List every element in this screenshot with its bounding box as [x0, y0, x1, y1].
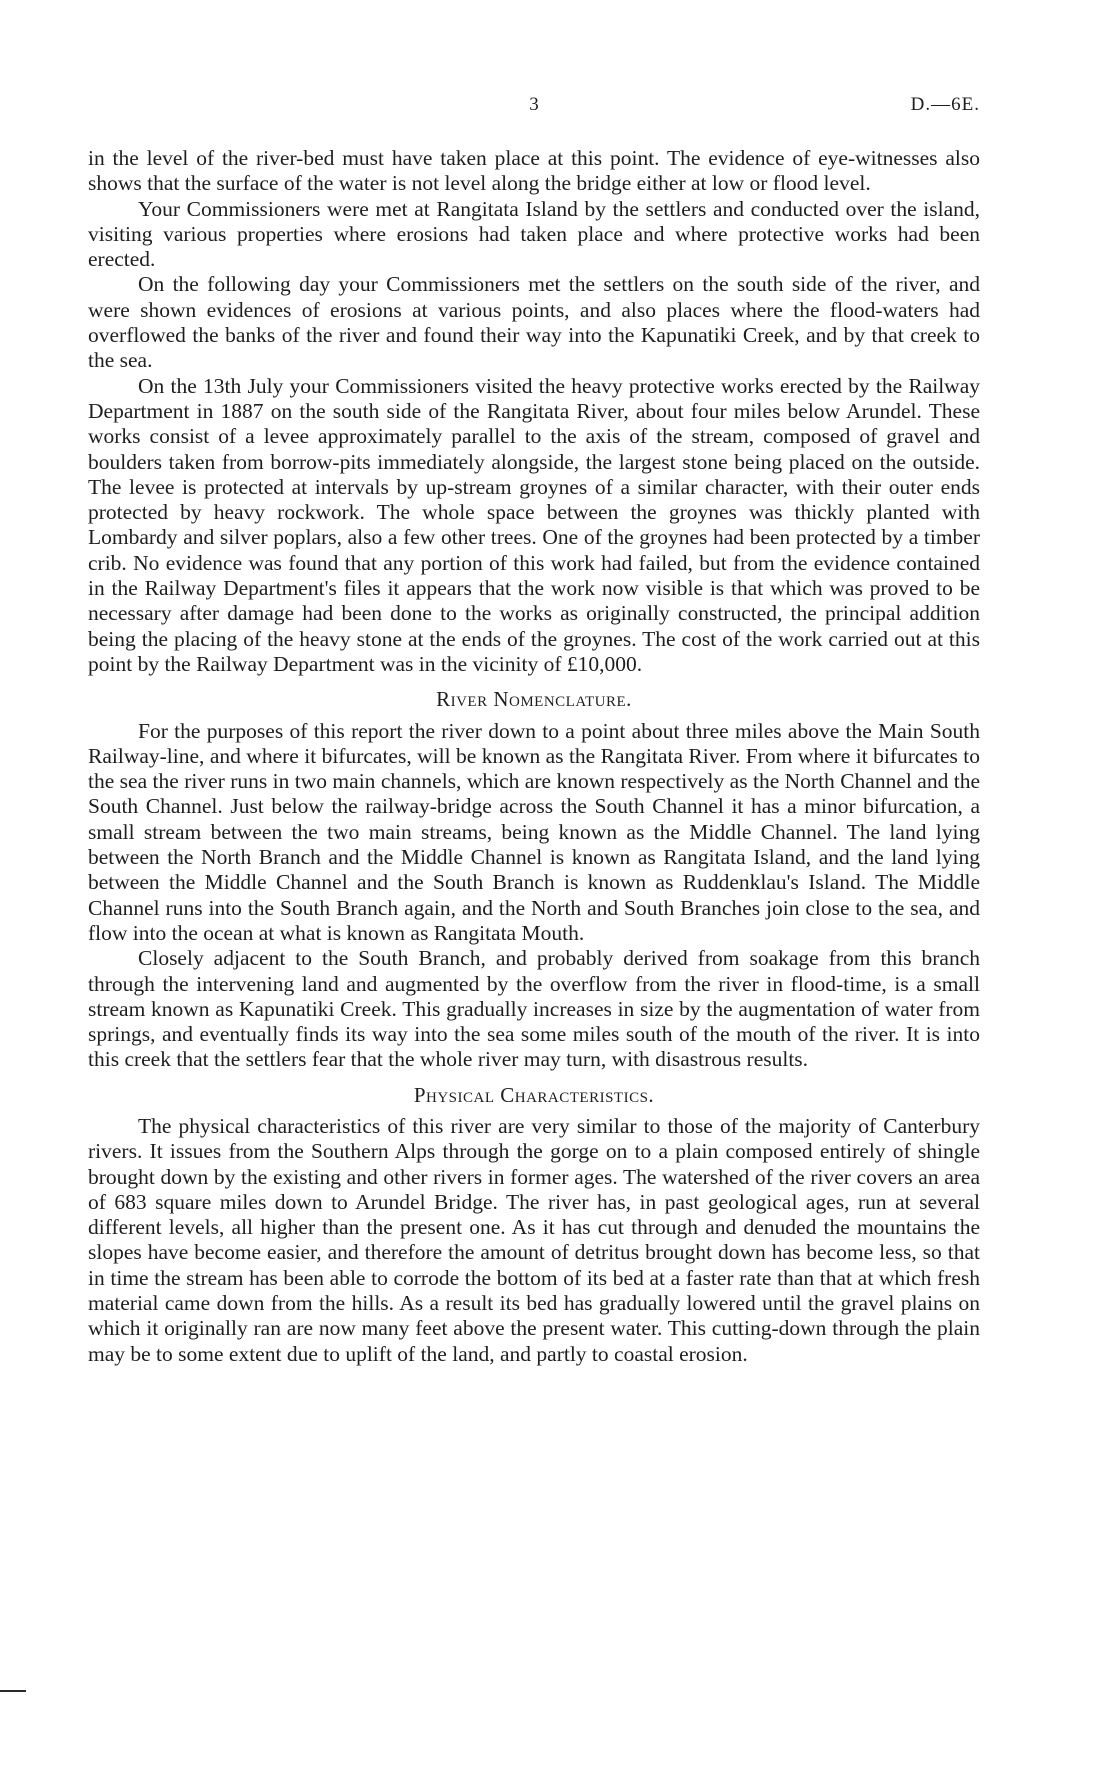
document-reference: D.—6E. — [910, 94, 980, 115]
section-heading-river-nomenclature: River Nomenclature. — [436, 687, 632, 712]
paragraph: On the 13th July your Commissioners visited the heavy protective works erected by the Railway Department in 1887 on the south side of the Rangitata River, about four miles below Arundel. These works consist of a levee approximately parallel to the axis of the stream, composed of gravel and boulders taken from borrow-pits immediately alongside, the largest stone being placed on the outside. The levee is protected at intervals by up-stream groynes of a similar character, with their outer ends protected by heavy rockwork. The whole space between the groynes was thickly planted with Lombardy and silver poplars, also a few other trees. One of the groynes had been protected by a timber crib. No evidence was found that any portion of this work had failed, but from the evidence contained in the Railway Department's files it appears that the work now visible is that which was proved to be necessary after damage had been done to the works as originally constructed, the principal addition being the placing of the heavy stone at the ends of the groynes. The cost of the work carried out at this point by the Railway Department was in the vicinity of £10,000. — [88, 373, 980, 676]
paragraph: The physical characteristics of this river are very similar to those of the majority of Canterbury rivers. It issues from the Southern Alps through the gorge on to a plain composed entirely of shingle brought down by the existing and other rivers in former ages. The watershed of the river covers an area of 683 square miles down to Arundel Bridge. The river has, in past geological ages, run at several different levels, all higher than the present one. As it has cut through and denuded the mountains the slopes have become easier, and therefore the amount of detritus brought down has become less, so that in time the stream has been able to corrode the bottom of its bed at a faster rate than that at which fresh material came down from the hills. As a result its bed has gradually lowered until the gravel plains on which it originally ran are now many feet above the present water. This cutting-down through the plain may be to some extent due to uplift of the land, and partly to coastal erosion. — [88, 1113, 980, 1366]
paragraph: in the level of the river-bed must have taken place at this point. The evidence of eye-witnesses also shows that the surface of the water is not level along the bridge either at low or flood level. — [88, 146, 980, 196]
paragraph: Closely adjacent to the South Branch, and probably derived from soakage from this branch through the intervening land and augmented by the overflow from the river in flood-time, is a small stream known as Kapunatiki Creek. This gradually increases in size by the augmentation of water from springs, and eventually finds its way into the sea some miles south of the mouth of the river. It is into this creek that the settlers fear that the whole river may turn, with disastrous results. — [88, 946, 980, 1072]
section-heading-physical-characteristics: Physical Characteristics. — [413, 1082, 655, 1107]
paragraph: On the following day your Commissioners met the settlers on the south side of the river, and were shown evidences of erosions at various points, and also places where the flood-waters had overflowed the banks of the river and found their way into the Kapunatiki Creek, and by that creek to the sea. — [88, 272, 980, 373]
paragraph: For the purposes of this report the river down to a point about three miles above the Main South Railway-line, and where it bifurcates, will be known as the Rangitata River. From where it bifurcates to the sea the river runs in two main channels, which are known respectively as the North Channel and the South Channel. Just below the railway-bridge across the South Channel it has a minor bifurcation, a small stream between the two main streams, being known as the Middle Channel. The land lying between the North Branch and the Middle Channel is known as Rangitata Island, and the land lying between the Middle Channel and the South Branch is known as Ruddenklau's Island. The Middle Channel runs into the South Branch again, and the North and South Branches join close to the sea, and flow into the ocean at what is known as Rangitata Mouth. — [88, 718, 980, 945]
document-body — [88, 146, 980, 1367]
page-number: 3 — [529, 94, 539, 115]
page-header — [88, 94, 980, 124]
paragraph: Your Commissioners were met at Rangitata Island by the settlers and conducted over the island, visiting various properties where erosions had taken place and where protective works had been erected. — [88, 196, 980, 272]
margin-dash — [0, 1690, 26, 1692]
